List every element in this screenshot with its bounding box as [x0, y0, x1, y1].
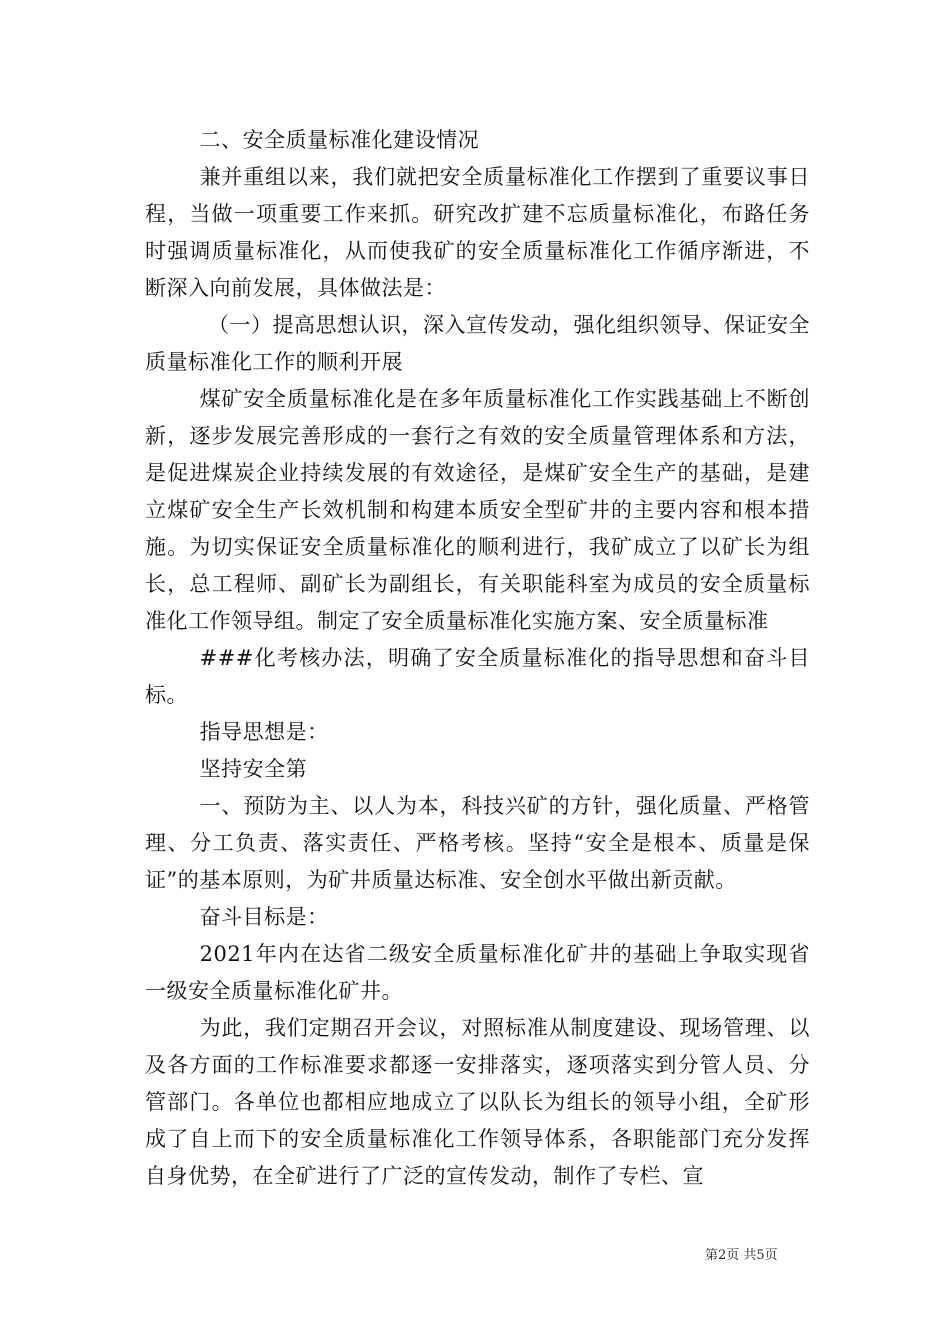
paragraph: 为此，我们定期召开会议，对照标准从制度建设、现场管理、以及各方面的工作标准要求都逐一安排落实，逐项落实到分管人员、分管部门。各单位也都相应地成立了以队长为组长的领导小组，全矿形成了自上而下的安全质量标准化工作领导体系，各职能部门充分发挥自身优势，在全矿进行了广泛的宣传发动，制作了专栏、宣	[145, 1016, 810, 1188]
section-heading: 二、安全质量标准化建设情况	[199, 128, 480, 152]
paragraph: 奋斗目标是：	[199, 905, 329, 929]
paragraph: 一、预防为主、以人为本，科技兴矿的方针，强化质量、严格管理、分工负责、落实责任、严格考核。坚持“安全是根本、质量是保证”的基本原则，为矿井质量达标准、安全创水平做出新贡献。	[145, 794, 810, 892]
paragraph: 煤矿安全质量标准化是在多年质量标准化工作实践基础上不断创新，逐步发展完善形成的一套行之有效的安全质量管理体系和方法，是促进煤炭企业持续发展的有效途径，是煤矿安全生产的基础，是建立煤矿安全生产长效机制和构建本质安全型矿井的主要内容和根本措施。为切实保证安全质量标准化的顺利进行，我矿成立了以矿长为组长，总工程师、副矿长为副组长，有关职能科室为成员的安全质量标准化工作领导组。制定了安全质量标准化实施方案、安全质量标准	[145, 387, 810, 633]
paragraph: 指导思想是：	[199, 720, 329, 744]
document-body	[145, 122, 810, 1195]
paragraph: ###化考核办法，明确了安全质量标准化的指导思想和奋斗目标。	[145, 646, 810, 707]
paragraph: 2021年内在达省二级安全质量标准化矿井的基础上争取实现省一级安全质量标准化矿井。	[145, 942, 810, 1003]
paragraph: 兼并重组以来，我们就把安全质量标准化工作摆到了重要议事日程，当做一项重要工作来抓。研究改扩建不忘质量标准化，布路任务时强调质量标准化，从而使我矿的安全质量标准化工作循序渐进，不断深入向前发展，具体做法是：	[145, 165, 810, 300]
page-number: 第2页 共5页	[705, 1248, 778, 1263]
subsection-heading: （一）提高思想认识，深入宣传发动，强化组织领导、保证安全质量标准化工作的顺利开展	[145, 313, 810, 374]
paragraph: 坚持安全第	[199, 757, 308, 781]
